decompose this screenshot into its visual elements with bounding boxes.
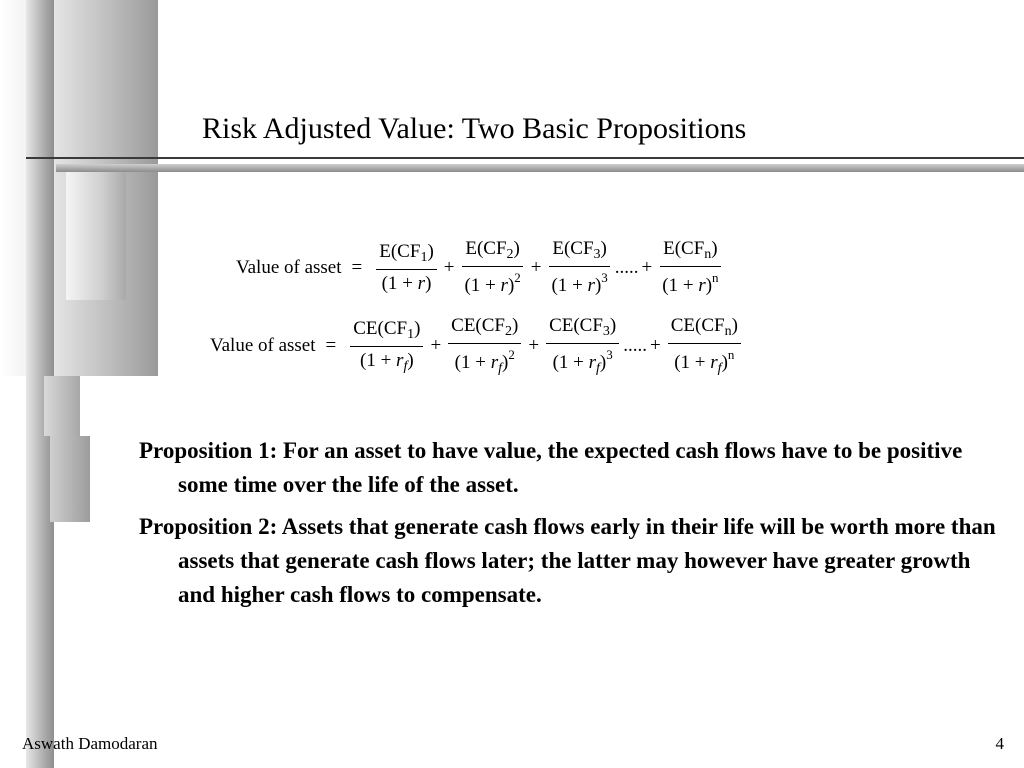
plus-sign: + [641,256,653,278]
plus-sign: + [443,256,455,278]
plus-sign: + [430,335,442,356]
proposition-1: Proposition 1: For an asset to have value, the expected cash flows have to be positive some time over the life of the asset. [139,438,963,497]
ellipsis: ..... [614,256,639,278]
decorative-bar [50,436,90,522]
page-number: 4 [995,734,1004,753]
footer-author: Aswath Damodaran [22,734,158,753]
plus-sign: + [528,335,540,356]
fraction-term-2: $\frac{E(CF_2)}{(1 + r)^2}$ [461,238,523,297]
equals-sign: = [351,256,363,278]
slide-title: Risk Adjusted Value: Two Basic Propositions [202,112,747,145]
fraction-term-1: $\frac{E(CF_1)}{(1 + r)}$ [376,241,437,295]
plus-sign: + [650,335,661,356]
fraction-term-n: $\frac{E(CF_n)}{(1 + r)^n}$ [659,238,721,297]
decorative-bar [44,376,80,436]
equals-sign: = [325,335,337,356]
title-divider-shadow [56,164,1024,172]
ellipsis: ..... [623,335,647,356]
proposition-2: Proposition 2: Assets that generate cash flows early in their life will be worth more than assets that generate cash flows later; the latter may however have greater growth and higher cash flows to compensate. [139,514,996,607]
formula-lhs: Value of asset [236,256,342,278]
fraction-term-2: $\frac{CE(CF_2)}{(1 + r_f)^2}$ [448,315,521,377]
formula-expected-cash-flows [236,238,726,297]
decorative-bar [66,170,126,300]
formula-lhs: Value of asset [210,335,316,356]
title-divider [26,157,1024,159]
fraction-term-1: $\frac{CE(CF_1)}{(1 + r_f)}$ [350,318,423,375]
fraction-term-n: $\frac{CE(CF_n)}{(1 + r_f)^n}$ [668,315,741,377]
fraction-term-3: $\frac{CE(CF_3)}{(1 + r_f)^3}$ [546,315,619,377]
formula-certainty-equivalent [210,315,745,377]
plus-sign: + [530,256,542,278]
fraction-term-3: $\frac{E(CF_3)}{(1 + r)^3}$ [548,238,610,297]
